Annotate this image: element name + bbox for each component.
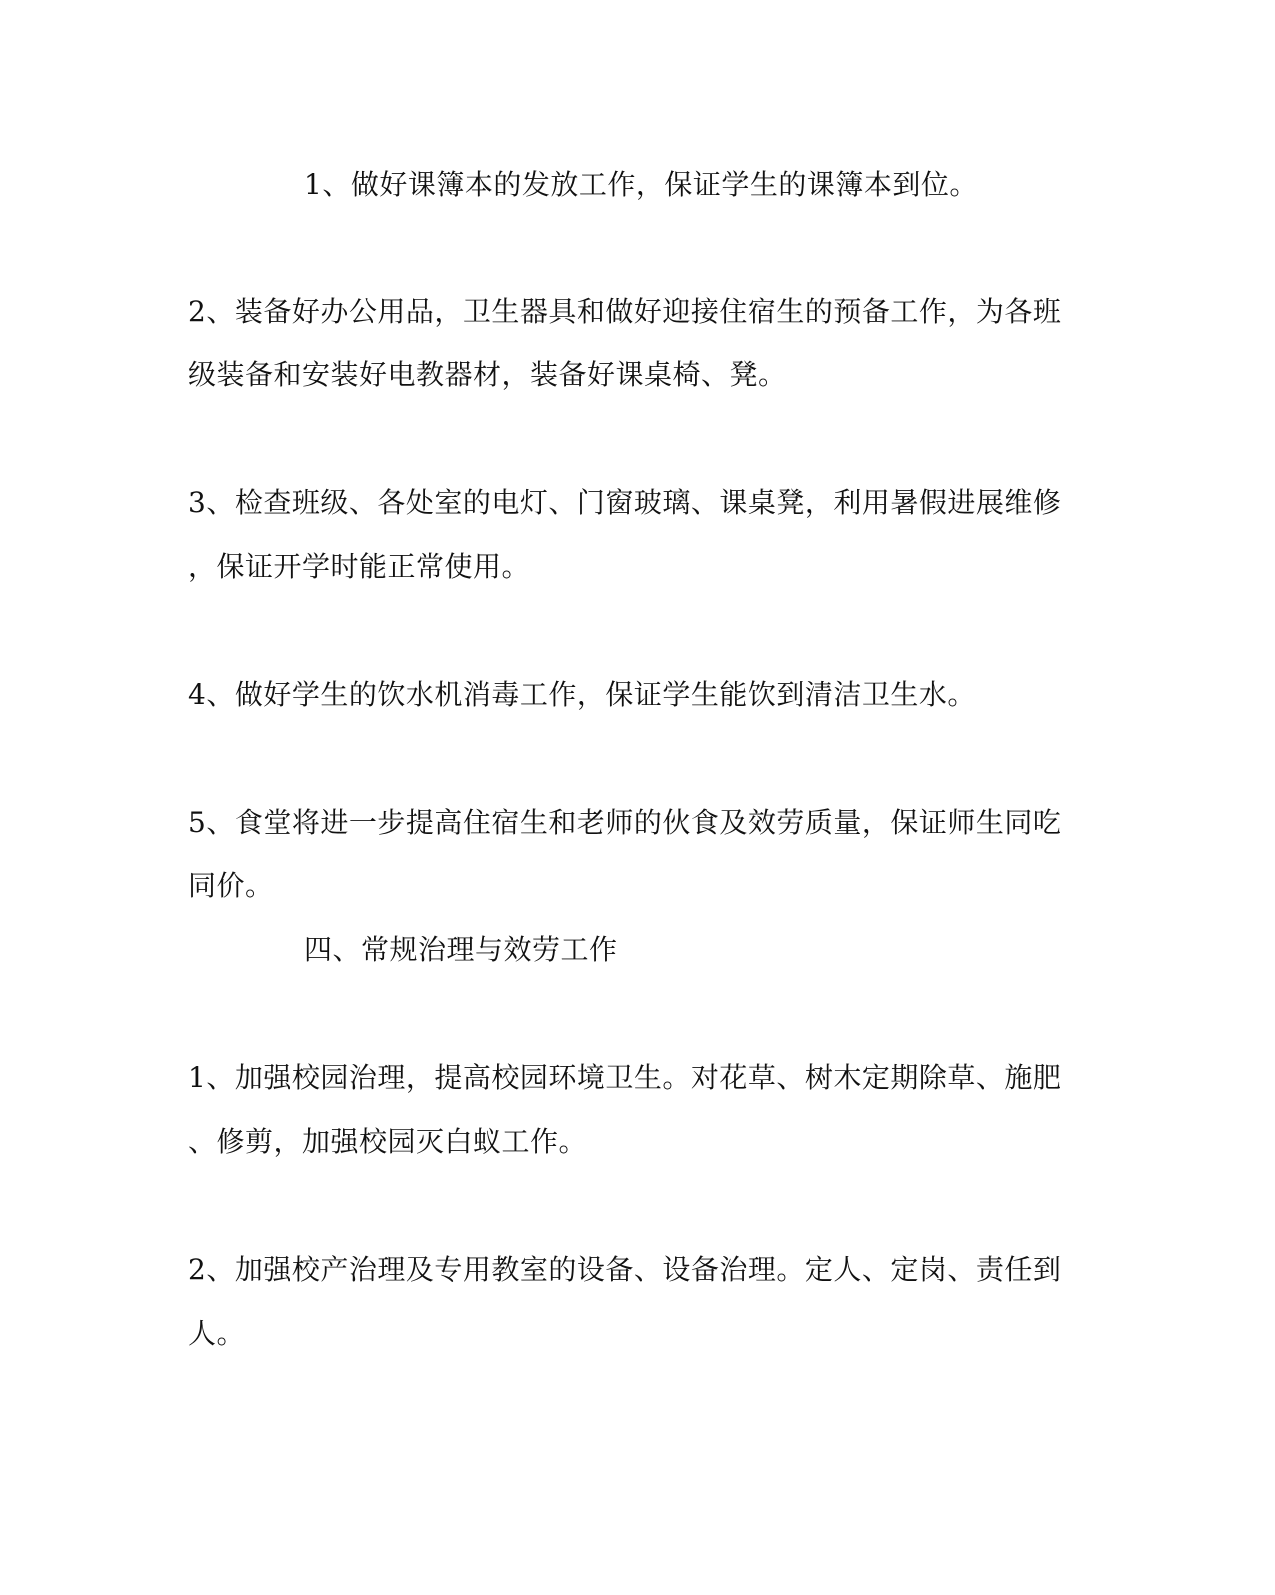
paragraph-1-line-1: 1、做好课簿本的发放工作，保证学生的课簿本到位。	[304, 168, 978, 201]
paragraph-8-line-1: 2、加强校产治理及专用教室的设备、设备治理。定人、定岗、责任到	[188, 1253, 1062, 1286]
paragraph-8-line-2: 人。	[188, 1317, 246, 1350]
paragraph-3-line-1: 3、检查班级、各处室的电灯、门窗玻璃、课桌凳，利用暑假进展维修	[188, 486, 1062, 519]
paragraph-2-line-2: 级装备和安装好电教器材，装备好课桌椅、凳。	[188, 358, 787, 391]
paragraph-3-line-2: ，保证开学时能正常使用。	[188, 550, 531, 583]
section-heading: 四、常规治理与效劳工作	[304, 933, 618, 966]
paragraph-5-line-1: 5、食堂将进一步提高住宿生和老师的伙食及效劳质量，保证师生同吃	[188, 806, 1062, 839]
paragraph-5-line-2: 同价。	[188, 869, 274, 902]
paragraph-2-line-1: 2、装备好办公用品，卫生器具和做好迎接住宿生的预备工作，为各班	[188, 295, 1062, 328]
paragraph-7-line-1: 1、加强校园治理，提高校园环境卫生。对花草、树木定期除草、施肥	[188, 1061, 1062, 1094]
paragraph-4-line-1: 4、做好学生的饮水机消毒工作，保证学生能饮到清洁卫生水。	[188, 678, 976, 711]
paragraph-7-line-2: 、修剪，加强校园灭白蚁工作。	[188, 1125, 588, 1158]
